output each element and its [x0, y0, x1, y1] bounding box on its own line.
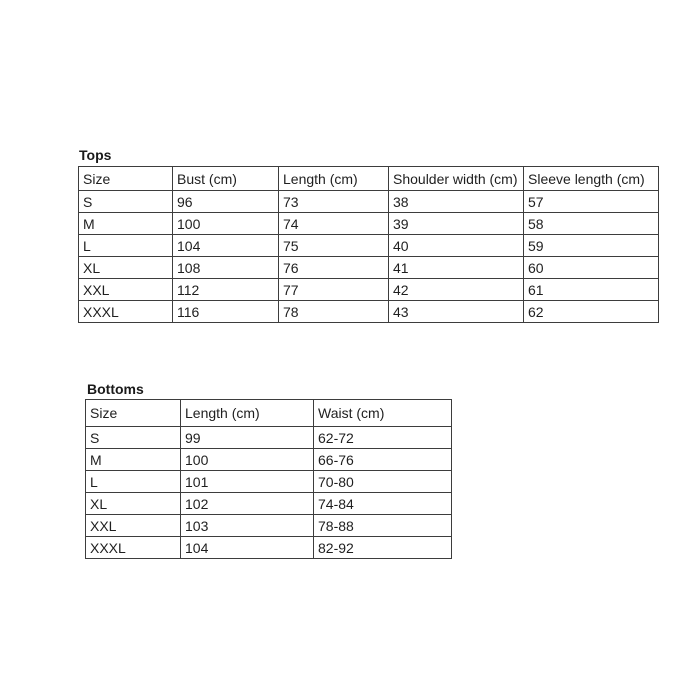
tops-header-row — [79, 167, 659, 191]
table-cell: XXL — [79, 279, 173, 301]
bottoms-row-xl — [86, 493, 452, 515]
table-cell: M — [86, 449, 181, 471]
bottoms-row-l — [86, 471, 452, 493]
table-cell: 62 — [524, 301, 659, 323]
table-cell: 74 — [279, 213, 389, 235]
table-cell: 112 — [173, 279, 279, 301]
table-cell: 59 — [524, 235, 659, 257]
bottoms-row-xxxl — [86, 537, 452, 559]
table-cell: 60 — [524, 257, 659, 279]
table-cell: L — [86, 471, 181, 493]
table-cell: 75 — [279, 235, 389, 257]
table-cell: 96 — [173, 191, 279, 213]
table-cell: 99 — [181, 427, 314, 449]
table-cell: 39 — [389, 213, 524, 235]
tops-size-table — [78, 166, 659, 323]
bottoms-column-header-waist: Waist (cm) — [314, 400, 452, 427]
table-cell: 73 — [279, 191, 389, 213]
bottoms-size-table — [85, 399, 452, 559]
table-cell: 102 — [181, 493, 314, 515]
tops-column-header-shoulder-width: Shoulder width (cm) — [389, 167, 524, 191]
table-cell: 57 — [524, 191, 659, 213]
table-cell: 38 — [389, 191, 524, 213]
table-cell: S — [79, 191, 173, 213]
table-cell: XL — [86, 493, 181, 515]
table-cell: 101 — [181, 471, 314, 493]
table-cell: 104 — [181, 537, 314, 559]
tops-column-header-sleeve-length: Sleeve length (cm) — [524, 167, 659, 191]
table-cell: 74-84 — [314, 493, 452, 515]
table-cell: 103 — [181, 515, 314, 537]
table-cell: 78-88 — [314, 515, 452, 537]
bottoms-column-header-length: Length (cm) — [181, 400, 314, 427]
tops-section-title: Tops — [79, 147, 112, 163]
table-cell: 42 — [389, 279, 524, 301]
bottoms-row-xxl — [86, 515, 452, 537]
table-cell: 100 — [173, 213, 279, 235]
table-cell: 77 — [279, 279, 389, 301]
bottoms-row-s — [86, 427, 452, 449]
bottoms-row-m — [86, 449, 452, 471]
table-cell: 40 — [389, 235, 524, 257]
tops-row-xxl — [79, 279, 659, 301]
table-cell: M — [79, 213, 173, 235]
table-cell: 41 — [389, 257, 524, 279]
table-cell: 43 — [389, 301, 524, 323]
table-cell: XXXL — [79, 301, 173, 323]
bottoms-header-row — [86, 400, 452, 427]
table-cell: 82-92 — [314, 537, 452, 559]
tops-column-header-length: Length (cm) — [279, 167, 389, 191]
tops-row-xxxl — [79, 301, 659, 323]
table-cell: 104 — [173, 235, 279, 257]
bottoms-section-title: Bottoms — [87, 381, 144, 397]
table-cell: L — [79, 235, 173, 257]
table-cell: 76 — [279, 257, 389, 279]
table-cell: 78 — [279, 301, 389, 323]
tops-row-m — [79, 213, 659, 235]
table-cell: 108 — [173, 257, 279, 279]
table-cell: XXL — [86, 515, 181, 537]
table-cell: XXXL — [86, 537, 181, 559]
tops-column-header-bust: Bust (cm) — [173, 167, 279, 191]
table-cell: 100 — [181, 449, 314, 471]
table-cell: 61 — [524, 279, 659, 301]
table-cell: S — [86, 427, 181, 449]
table-cell: 70-80 — [314, 471, 452, 493]
table-cell: 58 — [524, 213, 659, 235]
table-cell: 66-76 — [314, 449, 452, 471]
table-cell: XL — [79, 257, 173, 279]
tops-row-xl — [79, 257, 659, 279]
tops-row-l — [79, 235, 659, 257]
table-cell: 62-72 — [314, 427, 452, 449]
tops-row-s — [79, 191, 659, 213]
table-cell: 116 — [173, 301, 279, 323]
bottoms-column-header-size: Size — [86, 400, 181, 427]
tops-column-header-size: Size — [79, 167, 173, 191]
